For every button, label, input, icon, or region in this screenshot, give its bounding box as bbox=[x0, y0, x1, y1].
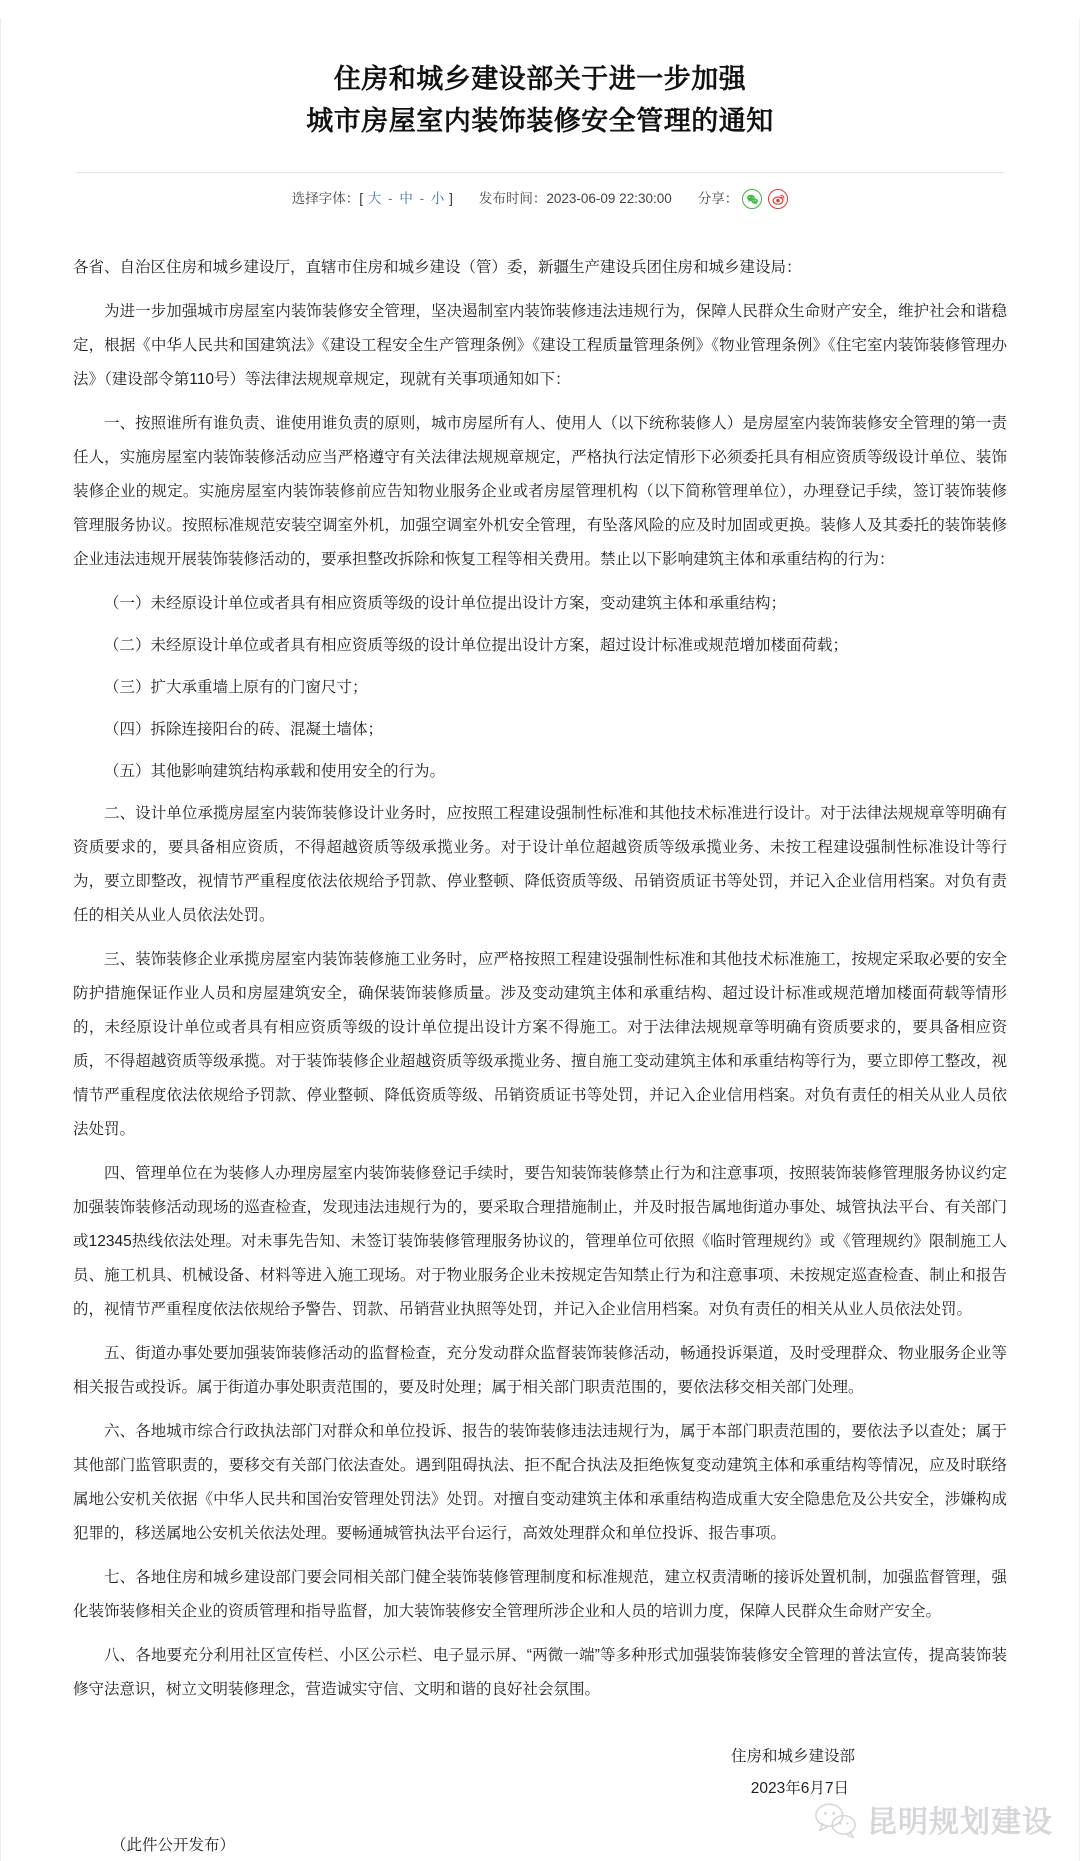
sub-item-3: （三）扩大承重墙上原有的门窗尺寸； bbox=[104, 679, 368, 697]
share-label: 分享： bbox=[697, 191, 739, 207]
addressee-paragraph: 各省、自治区住房和城乡建设厅，直辖市住房和城乡建设（管）委，新疆生产建设兵团住房和城乡建设局： bbox=[73, 259, 802, 277]
page-title-line-1: 住房和城乡建设部关于进一步加强 bbox=[333, 64, 747, 95]
sub-item-2: （二）未经原设计单位或者具有相应资质等级的设计单位提出设计方案，超过设计标准或规范增加楼面荷载； bbox=[104, 637, 849, 655]
font-size-separator-2: - bbox=[419, 191, 425, 207]
signature-date: 2023年6月7日 bbox=[750, 1780, 849, 1798]
sub-item-1: （一）未经原设计单位或者具有相应资质等级的设计单位提出设计方案，变动建筑主体和承重结构； bbox=[104, 595, 787, 613]
page-title-line-2: 城市房屋室内装饰装修安全管理的通知 bbox=[306, 106, 774, 137]
font-size-large-button[interactable]: 大 bbox=[367, 191, 382, 207]
font-bracket-close: ] bbox=[449, 191, 453, 207]
document-page bbox=[0, 18, 1080, 1861]
font-size-options bbox=[359, 189, 453, 209]
section-paragraph-8: 八、各地要充分利用社区宣传栏、小区公示栏、电子显示屏、“两微一端”等多种形式加强装饰装修安全管理的普法宣传，提高装饰装修守法意识，树立文明装修理念，营造诚实守信、文明和谐的良好社会氛围。 bbox=[73, 1647, 1007, 1699]
watermark-text: 昆明规划建设 bbox=[867, 1805, 1053, 1839]
section-paragraph-6: 六、各地城市综合行政执法部门对群众和单位投诉、报告的装饰装修违法违规行为，属于本部门职责范围的，要依法予以查处；属于其他部门监管职责的，要移交有关部门依法查处。遇到阻碍执法、拒不配合执法及拒绝恢复变动建筑主体和承重结构等情况，应及时联络属地公安机关依据《中华人民共和国治安管理处罚法》处罚。对擅自变动建筑主体和承重结构造成重大安全隐患危及公共安全，涉嫌构成犯罪的，移送属地公安机关依法处理。要畅通城管执法平台运行，高效处理群众和单位投诉、报告事项。 bbox=[73, 1423, 1007, 1543]
share-icon-list bbox=[742, 189, 788, 209]
wechat-icon[interactable] bbox=[742, 189, 762, 209]
section-paragraph-2: 二、设计单位承揽房屋室内装饰装修设计业务时，应按照工程建设强制性标准和其他技术标准进行设计。对于法律法规规章等明确有资质要求的，要具备相应资质，不得超越资质等级承揽业务。对于设计单位超越资质等级承揽业务、未按工程建设强制性标准设计等行为，要立即整改，视情节严重程度依法依规给予罚款、停业整顿、降低资质等级、吊销资质证书等处罚，并记入企业信用档案。对负有责任的相关从业人员依法处罚。 bbox=[73, 805, 1007, 925]
font-size-separator-1: - bbox=[388, 191, 393, 207]
publish-time-group bbox=[479, 189, 672, 209]
document-body bbox=[1, 209, 1079, 1861]
preamble-paragraph: 为进一步加强城市房屋室内装饰装修安全管理，坚决遏制室内装饰装修违法违规行为，保障人民群众生命财产安全，维护社会和谐稳定，根据《中华人民共和国建筑法》《建设工程安全生产管理条例》《建设工程质量管理条例》《物业管理条例》《住宅室内装饰装修管理办法》（建设部令第110号）等法律法规规章规定，现就有关事项通知如下： bbox=[73, 303, 1007, 389]
sub-item-4: （四）拆除连接阳台的砖、混凝土墙体； bbox=[104, 721, 384, 739]
publish-time-value: 2023-06-09 22:30:00 bbox=[546, 191, 672, 207]
font-size-selector bbox=[292, 189, 453, 209]
page-title bbox=[1, 18, 1079, 142]
share-group bbox=[698, 189, 789, 209]
weibo-icon[interactable] bbox=[768, 189, 788, 209]
signature-block bbox=[73, 1741, 1007, 1805]
font-size-label: 选择字体： bbox=[291, 191, 360, 207]
section-paragraph-7: 七、各地住房和城乡建设部门要会同相关部门健全装饰装修管理制度和标准规范，建立权责清晰的接诉处置机制，加强监督管理，强化装饰装修相关企业的资质管理和指导监督，加大装饰装修安全管理所涉企业和人员的培训力度，保障人民群众生命财产安全。 bbox=[73, 1569, 1007, 1621]
font-size-small-button[interactable]: 小 bbox=[430, 191, 445, 207]
section-paragraph-1: 一、按照谁所有谁负责、谁使用谁负责的原则，城市房屋所有人、使用人（以下统称装修人）是房屋室内装饰装修安全管理的第一责任人，实施房屋室内装饰装修活动应当严格遵守有关法律法规规章规定，严格执行法定情形下必须委托具有相应资质等级设计单位、装饰装修企业的规定。实施房屋室内装饰装修前应告知物业服务企业或者房屋管理机构（以下简称管理单位），办理登记手续，签订装饰装修管理服务协议。按照标准规范安装空调室外机，加强空调室外机安全管理，有坠落风险的应及时加固或更换。装修人及其委托的装饰装修企业违法违规开展装饰装修活动的，要承担整改拆除和恢复工程等相关费用。禁止以下影响建筑主体和承重结构的行为： bbox=[73, 415, 1007, 569]
section-paragraph-3: 三、装饰装修企业承揽房屋室内装饰装修施工业务时，应严格按照工程建设强制性标准和其他技术标准施工，按规定采取必要的安全防护措施保证作业人员和房屋建筑安全，确保装饰装修质量。涉及变动建筑主体和承重结构、超过设计标准或规范增加楼面荷载等情形的，未经原设计单位或者具有相应资质等级的设计单位提出设计方案不得施工。对于法律法规规章等明确有资质要求的，要具备相应资质，不得超越资质等级承揽。对于装饰装修企业超越资质等级承揽业务、擅自施工变动建筑主体和承重结构等行为，要立即停工整改，视情节严重程度依法依规给予罚款、停业整顿、降低资质等级、吊销资质证书等处罚，并记入企业信用档案。对负有责任的相关从业人员依法处罚。 bbox=[73, 951, 1007, 1139]
font-bracket-open: [ bbox=[359, 191, 364, 207]
footer-note: （此件公开发布） bbox=[111, 1837, 236, 1855]
section-paragraph-5: 五、街道办事处要加强装饰装修活动的监督检查，充分发动群众监督装饰装修活动，畅通投诉渠道，及时受理群众、物业服务企业等相关报告或投诉。属于街道办事处职责范围的，要及时处理；属于相关部门职责范围的，要依法移交相关部门处理。 bbox=[73, 1345, 1007, 1397]
section-paragraph-4: 四、管理单位在为装修人办理房屋室内装饰装修登记手续时，要告知装饰装修禁止行为和注意事项，按照装饰装修管理服务协议约定加强装饰装修活动现场的巡查检查，发现违法违规行为的，要采取合理措施制止，并及时报告属地街道办事处、城管执法平台、有关部门或12345热线依法处理。对未事先告知、未签订装饰装修管理服务协议的，管理单位可依照《临时管理规约》或《管理规约》限制施工人员、施工机具、机械设备、材料等进入施工现场。对于物业服务企业未按规定告知禁止行为和注意事项、未按规定巡查检查、制止和报告的，视情节严重程度依法依规给予警告、罚款、吊销营业执照等处罚，并记入企业信用档案。对负有责任的相关从业人员依法处罚。 bbox=[73, 1165, 1007, 1319]
sub-item-5: （五）其他影响建筑结构承载和使用安全的行为。 bbox=[104, 763, 446, 781]
publish-time-label: 发布时间： bbox=[478, 191, 547, 207]
document-meta-bar bbox=[1, 173, 1079, 209]
signature-organization: 住房和城乡建设部 bbox=[730, 1748, 855, 1766]
font-size-medium-button[interactable]: 中 bbox=[399, 191, 413, 207]
